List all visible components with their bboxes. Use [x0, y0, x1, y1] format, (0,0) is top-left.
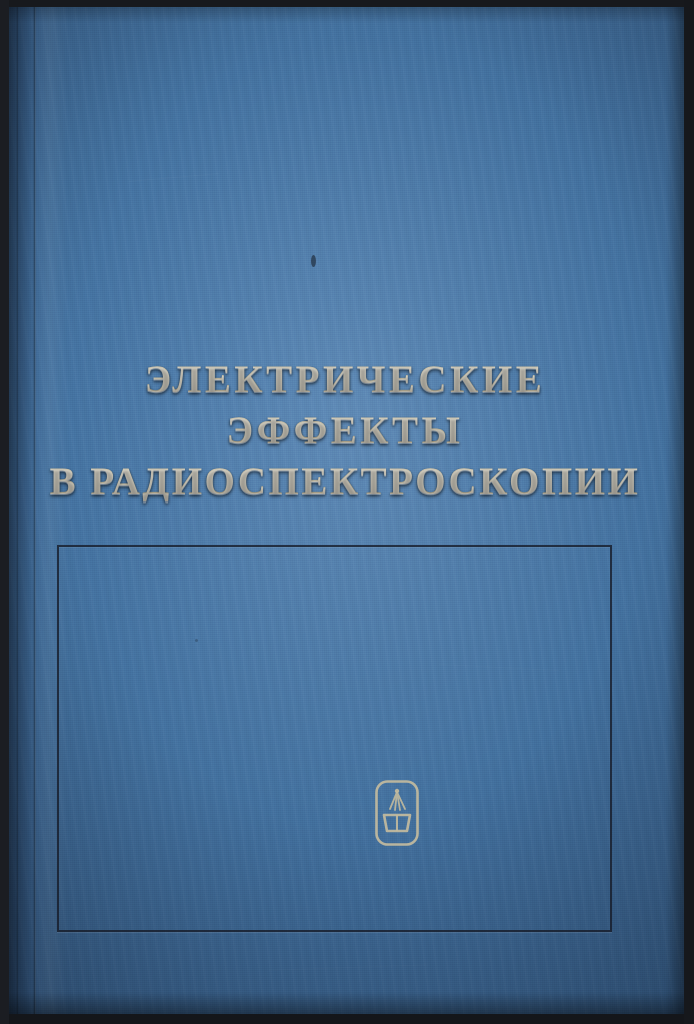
cloth-texture-overlay: [9, 7, 684, 1014]
scan-background-bottom: [0, 1014, 694, 1024]
scan-background-left: [0, 0, 9, 1024]
cover-blemish: [195, 639, 198, 642]
scan-background-right: [684, 0, 694, 1024]
scan-background-top: [0, 0, 694, 7]
cover-scratch: [439, 664, 559, 671]
cover-scratch: [269, 964, 429, 971]
cover-scratch: [129, 173, 219, 182]
cover-board: [9, 7, 684, 1014]
board-edge-bottom: [9, 992, 684, 1014]
spine-shading: [9, 7, 67, 1014]
board-edge-right: [666, 7, 684, 1014]
cloth-texture: [9, 7, 684, 1014]
lighting-vignette: [9, 7, 684, 1014]
spine-crease: [33, 7, 36, 1014]
board-edge-top: [9, 7, 684, 23]
cover-blemish: [311, 255, 316, 267]
spine-crease-secondary: [16, 7, 18, 1014]
